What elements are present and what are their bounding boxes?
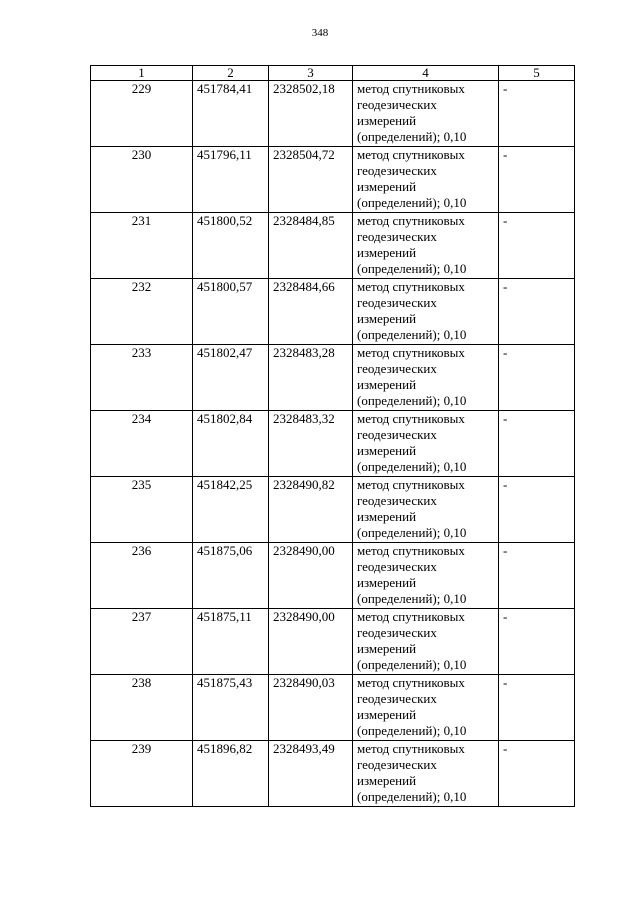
point-number-cell: 236	[91, 543, 193, 609]
note-cell: -	[499, 609, 575, 675]
table-row	[91, 81, 575, 147]
point-number-cell: 230	[91, 147, 193, 213]
point-number-cell: 237	[91, 609, 193, 675]
x-coordinate-cell: 451800,57	[193, 279, 269, 345]
x-coordinate-cell: 451800,52	[193, 213, 269, 279]
point-number-cell: 235	[91, 477, 193, 543]
y-coordinate-cell: 2328490,03	[269, 675, 353, 741]
x-coordinate-cell: 451875,06	[193, 543, 269, 609]
point-number-cell: 232	[91, 279, 193, 345]
table-row	[91, 609, 575, 675]
y-coordinate-cell: 2328484,66	[269, 279, 353, 345]
note-cell: -	[499, 213, 575, 279]
method-cell: метод спутниковых геодезических измерений (определений); 0,10	[353, 81, 499, 147]
point-number-cell: 233	[91, 345, 193, 411]
x-coordinate-cell: 451802,84	[193, 411, 269, 477]
point-number-cell: 239	[91, 741, 193, 807]
method-cell: метод спутниковых геодезических измерений (определений); 0,10	[353, 411, 499, 477]
point-number-cell: 234	[91, 411, 193, 477]
column-header-5: 5	[499, 66, 575, 81]
note-cell: -	[499, 411, 575, 477]
y-coordinate-cell: 2328483,32	[269, 411, 353, 477]
column-header-1: 1	[91, 66, 193, 81]
method-cell: метод спутниковых геодезических измерений (определений); 0,10	[353, 741, 499, 807]
method-cell: метод спутниковых геодезических измерений (определений); 0,10	[353, 345, 499, 411]
x-coordinate-cell: 451842,25	[193, 477, 269, 543]
y-coordinate-cell: 2328504,72	[269, 147, 353, 213]
page-number: 348	[311, 27, 329, 39]
table-row	[91, 741, 575, 807]
point-number-cell: 238	[91, 675, 193, 741]
column-header-2: 2	[193, 66, 269, 81]
table-row	[91, 345, 575, 411]
note-cell: -	[499, 345, 575, 411]
note-cell: -	[499, 147, 575, 213]
x-coordinate-cell: 451796,11	[193, 147, 269, 213]
table-row	[91, 675, 575, 741]
table-row	[91, 147, 575, 213]
table-row	[91, 411, 575, 477]
x-coordinate-cell: 451875,43	[193, 675, 269, 741]
note-cell: -	[499, 675, 575, 741]
note-cell: -	[499, 543, 575, 609]
note-cell: -	[499, 741, 575, 807]
x-coordinate-cell: 451784,41	[193, 81, 269, 147]
method-cell: метод спутниковых геодезических измерений (определений); 0,10	[353, 543, 499, 609]
y-coordinate-cell: 2328493,49	[269, 741, 353, 807]
method-cell: метод спутниковых геодезических измерений (определений); 0,10	[353, 477, 499, 543]
method-cell: метод спутниковых геодезических измерений (определений); 0,10	[353, 609, 499, 675]
y-coordinate-cell: 2328502,18	[269, 81, 353, 147]
y-coordinate-cell: 2328490,00	[269, 609, 353, 675]
column-header-4: 4	[353, 66, 499, 81]
x-coordinate-cell: 451875,11	[193, 609, 269, 675]
note-cell: -	[499, 477, 575, 543]
method-cell: метод спутниковых геодезических измерений (определений); 0,10	[353, 213, 499, 279]
table-row	[91, 213, 575, 279]
method-cell: метод спутниковых геодезических измерений (определений); 0,10	[353, 675, 499, 741]
point-number-cell: 229	[91, 81, 193, 147]
y-coordinate-cell: 2328483,28	[269, 345, 353, 411]
table-row	[91, 543, 575, 609]
x-coordinate-cell: 451896,82	[193, 741, 269, 807]
note-cell: -	[499, 279, 575, 345]
table-header-row	[91, 66, 575, 81]
column-header-3: 3	[269, 66, 353, 81]
coordinates-table	[90, 65, 575, 807]
y-coordinate-cell: 2328490,00	[269, 543, 353, 609]
point-number-cell: 231	[91, 213, 193, 279]
x-coordinate-cell: 451802,47	[193, 345, 269, 411]
method-cell: метод спутниковых геодезических измерений (определений); 0,10	[353, 279, 499, 345]
table-row	[91, 279, 575, 345]
y-coordinate-cell: 2328490,82	[269, 477, 353, 543]
table-row	[91, 477, 575, 543]
y-coordinate-cell: 2328484,85	[269, 213, 353, 279]
method-cell: метод спутниковых геодезических измерений (определений); 0,10	[353, 147, 499, 213]
note-cell: -	[499, 81, 575, 147]
table-body	[91, 81, 575, 807]
